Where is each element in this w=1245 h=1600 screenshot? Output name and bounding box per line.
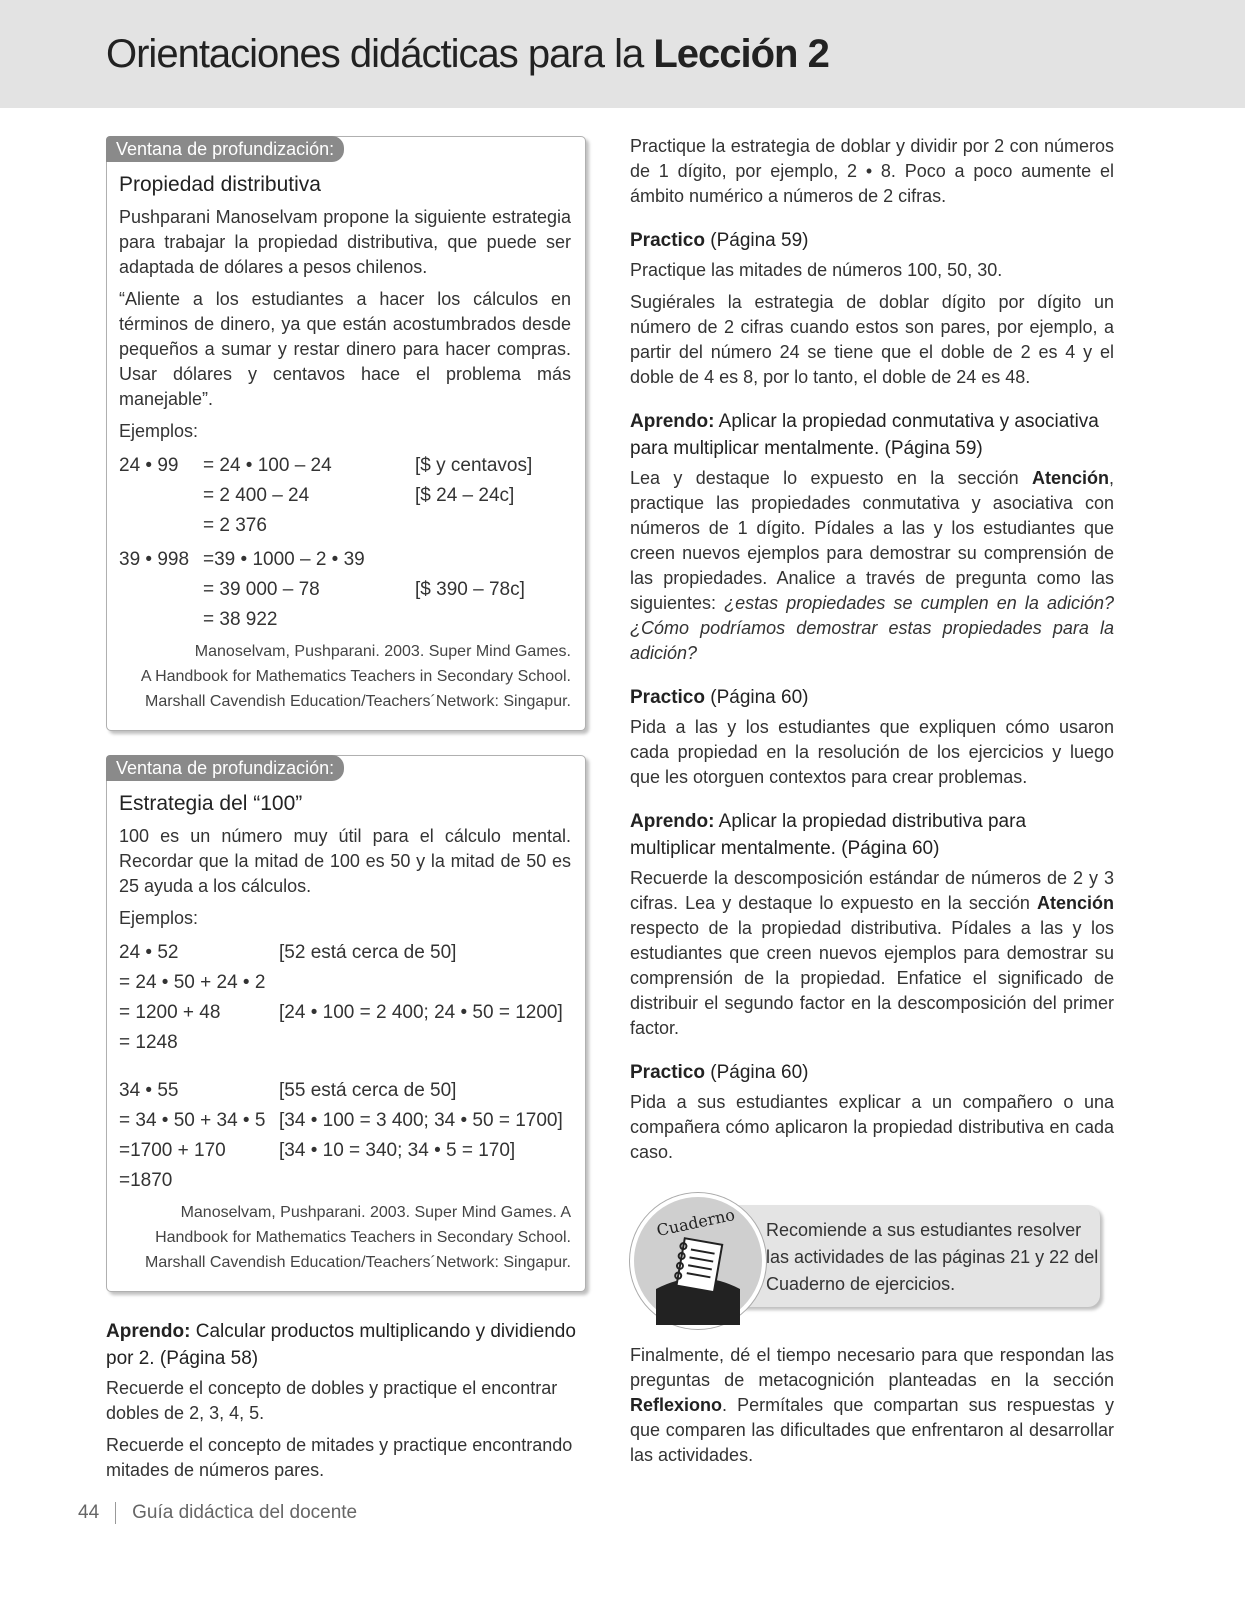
example-row: = 2 400 – 24 [$ 24 – 24c] — [203, 485, 515, 506]
right-column — [630, 134, 1114, 1475]
box-tag: Ventana de profundización: — [106, 755, 344, 781]
paragraph: Practique las mitades de números 100, 50, 30. — [630, 260, 1003, 280]
citation: Manoselvam, Pushparani. 2003. Super Mind Games. A Handbook for Mathematics Teachers in Secondary School. Marshall Cavendish Education/Teachers´Network: Singapur. — [140, 643, 571, 710]
deepening-window-100-strategy — [106, 755, 586, 1292]
paragraph: Practique la estrategia de doblar y dividir por 2 con números de 1 dígito, por ejemplo, 2 • 8. Poco a poco aumente el ámbito numérico a números de 2 cifras. — [630, 136, 1114, 206]
example-row: = 2 376 — [203, 515, 267, 536]
box-quote: “Aliente a los estudiantes a hacer los cálculos en términos de dinero, ya que están acostumbrados desde pequeños a sumar y restar dinero para hacer compras. Usar dólares y centavos hace el problema más manejable”. — [119, 289, 571, 409]
example-row: = 39 000 – 78 [$ 390 – 78c] — [203, 579, 525, 600]
page-header — [0, 0, 1245, 108]
box-tag: Ventana de profundización: — [106, 136, 344, 162]
example-row: = 1200 + 48 [24 • 100 = 2 400; 24 • 50 = 1200] — [119, 1002, 563, 1023]
example-row: = 34 • 50 + 34 • 5 [34 • 100 = 3 400; 34 • 50 = 1700] — [119, 1110, 563, 1131]
paragraph: Recuerde el concepto de mitades y practique encontrando mitades de números pares. — [106, 1435, 573, 1480]
example-row: =1870 — [119, 1170, 173, 1191]
examples-label: Ejemplos: — [119, 908, 199, 928]
paragraph: Recuerde el concepto de dobles y practique el encontrar dobles de 2, 3, 4, 5. — [106, 1378, 558, 1423]
cuaderno-callout — [630, 1193, 1114, 1311]
paragraph: Recuerde la descomposición estándar de números de 2 y 3 cifras. Lea y destaque lo expuesto en la sección Atención respecto de la propiedad distributiva. Pídales a las y los estudiantes que creen nuevos ejemplos para demostrar su comprensión de la propiedad. Enfatice el significado de distribuir el segundo factor en la descomposición del primer factor. — [630, 868, 1114, 1038]
left-column — [106, 136, 586, 1490]
box-title: Estrategia del “100” — [119, 792, 303, 815]
box-title: Propiedad distributiva — [119, 173, 321, 196]
aprendo-heading: Aprendo: Calcular productos multiplicando y dividiendo por 2. (Página 58) — [106, 1321, 576, 1369]
example-row: 24 • 52 [52 está cerca de 50] — [119, 942, 457, 963]
example-row: = 24 • 50 + 24 • 2 — [119, 972, 266, 993]
paragraph: Pida a las y los estudiantes que expliquen cómo usaron cada propiedad en la resolución de los ejercicios y luego que les otorguen contextos para crear problemas. — [630, 717, 1114, 787]
example-row: 34 • 55 [55 está cerca de 50] — [119, 1080, 457, 1101]
notebook-icon — [634, 1197, 762, 1325]
citation: Manoselvam, Pushparani. 2003. Super Mind Games. A Handbook for Mathematics Teachers in Secondary School. Marshall Cavendish Education/Teachers´Network: Singapur. — [145, 1204, 571, 1271]
footer-divider — [115, 1502, 116, 1524]
footer-label: Guía didáctica del docente — [132, 1502, 358, 1524]
notebook-badge — [630, 1193, 766, 1329]
page-number: 44 — [78, 1502, 100, 1524]
page-footer — [78, 1502, 357, 1524]
paragraph: Sugiérales la estrategia de doblar dígito por dígito un número de 2 cifras cuando estos son pares, por ejemplo, a partir del número 24 se tiene que el doble de 2 es 4 y el doble de 4 es 8, por lo tanto, el doble de 24 es 48. — [630, 292, 1114, 387]
paragraph: Finalmente, dé el tiempo necesario para que respondan las preguntas de metacognición planteadas en la sección Reflexiono. Permítales que compartan sus respuestas y que comparen las dificultades que enfrentaron al desarrollar las actividades. — [630, 1345, 1114, 1465]
example-row: =1700 + 170 [34 • 10 = 340; 34 • 5 = 170] — [119, 1140, 516, 1161]
box-intro: Pushparani Manoselvam propone la siguiente estrategia para trabajar la propiedad distributiva, que puede ser adaptada de dólares a pesos chilenos. — [119, 207, 571, 277]
aprendo-heading: Aprendo: Aplicar la propiedad conmutativa y asociativa para multiplicar mentalmente. (Página 59) — [630, 411, 1099, 459]
page-title: Orientaciones didácticas para la Lección 2 — [106, 32, 829, 76]
cuaderno-label: Cuaderno — [654, 1204, 737, 1241]
practico-heading: Practico (Página 59) — [630, 230, 809, 251]
paragraph: Lea y destaque lo expuesto en la sección Atención, practique las propiedades conmutativa y asociativa con números de 1 dígito. Pídales a las y los estudiantes que creen nuevos ejemplos para demostrar su comprensión de las propiedades. Analice a través de pregunta como las siguientes: ¿estas propiedades se cumplen en la adición? ¿Cómo podríamos demostrar estas propiedades para la adición? — [630, 468, 1114, 663]
aprendo-heading: Aprendo: Aplicar la propiedad distributiva para multiplicar mentalmente. (Página 60) — [630, 811, 1027, 859]
practico-heading: Practico (Página 60) — [630, 1062, 809, 1083]
examples-label: Ejemplos: — [119, 421, 199, 441]
deepening-window-distributive — [106, 136, 586, 731]
example-row: = 1248 — [119, 1032, 178, 1053]
example-row: 24 • 99 = 24 • 100 – 24 [$ y centavos] — [119, 455, 533, 476]
paragraph: Pida a sus estudiantes explicar a un compañero o una compañera cómo aplicaron la propiedad distributiva en cada caso. — [630, 1092, 1114, 1162]
cuaderno-text: Recomiende a sus estudiantes resolver las actividades de las páginas 21 y 22 del Cuaderno de ejercicios. — [766, 1220, 1099, 1294]
examples-table — [119, 938, 571, 1196]
example-row: 39 • 998 =39 • 1000 – 2 • 39 — [119, 549, 365, 570]
box-intro: 100 es un número muy útil para el cálculo mental. Recordar que la mitad de 100 es 50 y la mitad de 50 es 25 ayuda a los cálculos. — [119, 826, 571, 896]
example-row: = 38 922 — [203, 609, 278, 630]
examples-table — [119, 451, 571, 635]
practico-heading: Practico (Página 60) — [630, 687, 809, 708]
